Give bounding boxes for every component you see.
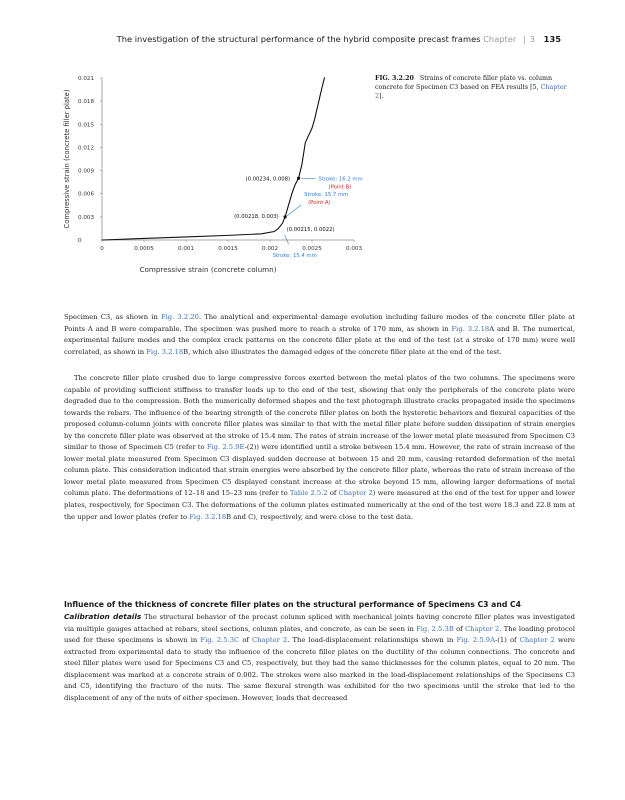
chapter-link[interactable]: Chapter 2 (338, 489, 373, 498)
point-a-leader (287, 205, 301, 216)
y-tick-label: 0.003 (78, 214, 95, 221)
caption-text-end: ]. (379, 93, 384, 100)
section-heading: Influence of the thickness of concrete filler plates on the structural performance of Specimens C3 and C4 (64, 600, 522, 609)
point-a-stroke-label: Stroke: 15.7 mm (304, 191, 349, 198)
text-run: of (239, 636, 253, 645)
figure-link[interactable]: Fig. 3.2.18 (146, 347, 184, 356)
figure-link[interactable]: Fig. 2.5.3B (416, 624, 454, 633)
figure-link[interactable]: Fig. 2.5.9E (206, 443, 245, 452)
table-link[interactable]: Table 2.5.2 (289, 489, 328, 498)
run-in-heading: Calibration details (64, 612, 142, 621)
text-run: The concrete filler plate crushed due to large compressive forces exerted between the metal plates of the two columns. The specimens were capable of providing sufficient stiffness to transfer loads up to the end of the test, showing that only the peripherals of the concrete plate were degraded due to the compression. Both the numerically deformed shapes and the test photograph illustrate cracks propagated inside the specimens towards the rebars. The influence of the bearing strength of the concrete filler plates on both the hysteretic behaviors and flexural capacities of the proposed column-column joints with concrete filler plates was similar to that with the metal filler plate before sudden dissipation of strain energies by the concrete filler plate was observed at the stroke of 15.4 mm. The rates of strain increase of the lower metal plate measured from Specimen C3 similar to those of Specimen C5 (refer to (64, 374, 575, 452)
header-title: The investigation of the structural performance of the hybrid composite precast frames (116, 34, 481, 44)
y-tick-label: 0 (78, 238, 82, 244)
text-run: B, which also illustrates the damaged edges of the concrete filler plate at the end of the test. (183, 347, 502, 356)
point-a-name-label: (Point A) (308, 199, 331, 206)
series-line-fea (102, 77, 325, 240)
y-axis-label: Compressive strain (concrete filler plate) (63, 89, 71, 229)
text-run: -(1) of (494, 636, 520, 645)
point-b-stroke-label: Stroke: 16.2 mm (318, 176, 363, 183)
point-c-coord-label: (0.00215, 0.0022) (286, 227, 335, 234)
x-tick-label: 0.0025 (302, 246, 322, 252)
text-run: . The analytical and experimental damage evolution including failure modes of the concrete filler plate at Points A and B were comparable. The specimen was pushed more to reach a stroke of 170 mm, as shown in (64, 313, 575, 333)
chapter-link[interactable]: Chapter 2 (464, 624, 500, 633)
point-a-marker (284, 215, 287, 218)
running-header (117, 34, 561, 44)
paragraph-1 (64, 312, 575, 358)
text-run: were extracted from experimental data to study the influence of the concrete filler plates on the ductility of the column connections. The concrete and steel filler plates were used for Specimens C3 and C5, respectively, but they had the same thicknesses for the column plates, equal to 20 mm. The displacement was marked at a concrete strain of 0.002. The strokes were also marked in the load-displacement relationships of the Specimens C3 and C5, identifying the fracture of the nuts. The same flexural strength was exhibited for the two specimens until the stroke that led to the displacement of any of the nuts of either specimen. However, loads that decreased (64, 636, 575, 702)
caption-label: FIG. 3.2.20 (375, 75, 414, 82)
x-tick-label: 0.003 (345, 246, 363, 252)
point-b-coord-label: (0.00234, 0.008) (245, 176, 291, 183)
point-b-name-label: (Point B) (328, 184, 352, 191)
strain-chart (58, 68, 363, 274)
point-c-stroke-label: Stroke: 15.4 mm (272, 253, 317, 259)
text-run: . The load-displacement relationships shown in (287, 636, 457, 645)
x-tick-label: 0.001 (177, 246, 195, 252)
x-tick-label: 0.0015 (218, 246, 238, 252)
y-tick-label: 0.015 (78, 122, 95, 129)
point-b-marker (297, 177, 300, 180)
y-tick-label: 0.012 (78, 145, 95, 152)
text-run: A and B. The numerical, experimental failure modes and the complex crack patterns on the concrete filler plate at the end of the test (at a stroke of 170 mm) were well correlated, as shown in (64, 324, 575, 356)
chapter-link[interactable]: Chapter 2 (519, 636, 555, 645)
paragraph-3 (64, 611, 575, 704)
paragraph-2 (64, 373, 575, 523)
text-run: B and C), respectively, and were close to the test data. (226, 512, 413, 521)
x-tick-label: 0 (100, 246, 104, 252)
y-tick-label: 0.009 (78, 168, 95, 175)
header-separator: | (522, 34, 526, 44)
y-tick-label: 0.006 (78, 191, 95, 198)
text-run: The structural behavior of the precast column spliced with mechanical joints having concrete filler plates was investigated via multiple gauges attached at rebars, steel sections, column plates, and concrete, as can be seen in (64, 613, 575, 633)
header-chapter-label: Chapter (483, 34, 517, 44)
y-tick-label: 0.018 (78, 99, 95, 106)
point-a-coord-label: (0.00218, 0.003) (234, 213, 279, 220)
chapter-link[interactable]: Chapter 2 (252, 636, 288, 645)
figure-caption (375, 74, 571, 101)
figure-link[interactable]: Fig. 2.5.9A (456, 636, 495, 645)
text-run: of (453, 624, 465, 633)
point-c-leader (285, 235, 289, 244)
page-number: 135 (543, 34, 561, 44)
figure-link[interactable]: Fig. 3.2.18 (189, 512, 227, 521)
text-run: ) were measured at the end of the test for upper and lower plates, respectively, for Specimen C3. The deformations of the column plates estimated numerically at the end of the test were 18.3 and 22.8 mm at the upper and lower plates (refer to (64, 489, 575, 521)
text-run: . The loading protocol used for these specimens is shown in (64, 624, 576, 645)
y-tick-label: 0.021 (78, 76, 95, 82)
text-run: Specimen C3, as shown in (64, 313, 161, 321)
figure-link[interactable]: Fig. 2.5.3C (200, 636, 240, 645)
text-run: of (327, 489, 339, 498)
figure-link[interactable]: Fig. 3.2.20 (160, 313, 199, 321)
x-axis-label: Compressive strain (concrete column) (139, 265, 277, 274)
caption-text: Strains of concrete filler plate vs. column concrete for Specimen C3 based on FEA results [5, (375, 75, 553, 91)
x-tick-label: 0.0005 (134, 246, 154, 252)
figure-link[interactable]: Fig. 3.2.18 (451, 324, 490, 333)
header-chapter-number: 3 (529, 34, 536, 44)
text-run: -(2)) were identified until a stroke between 15.4 mm. However, the rate of strain increase of the lower metal plate measured from Specimen C3 displayed sudden decrease at between 15 and 20 mm, causing retarded deformation of the metal column plate. This consideration indicated that strain energies were absorbed by the concrete filler plate, whereas the rate of strain increase of the lower metal plate measured from Specimen C5 displayed constant increase at the stroke beyond 15 mm, allowing larger deformations of metal column plate. The deformations of 12–18 and 15–23 mm (refer to (64, 443, 576, 498)
caption-link-chapter[interactable]: Chapter 2 (375, 84, 567, 100)
x-tick-label: 0.002 (261, 246, 279, 252)
